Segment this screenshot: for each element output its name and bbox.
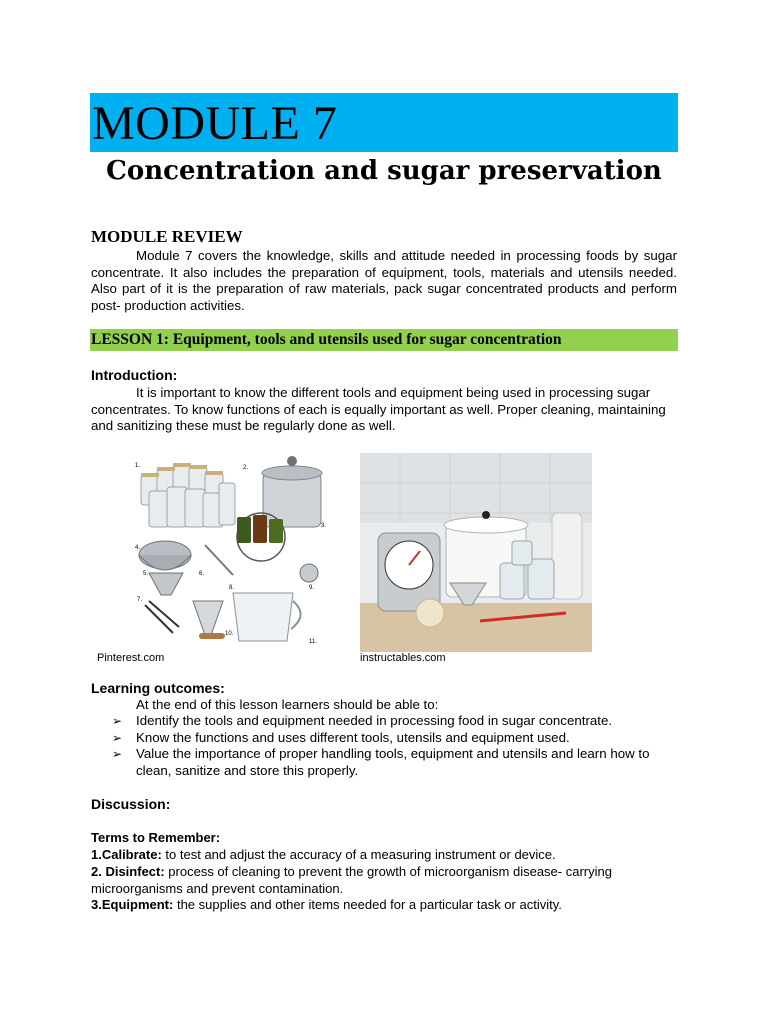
terms-heading: Terms to Remember: <box>91 830 221 845</box>
discussion-heading: Discussion: <box>91 796 171 812</box>
learning-outcomes-intro: At the end of this lesson learners should be able to: <box>136 697 439 712</box>
image-label-9: 9. <box>309 585 315 591</box>
image-label-5: 5. <box>143 571 149 577</box>
introduction-heading: Introduction: <box>91 367 178 383</box>
arrow-bullet-icon: ➢ <box>112 714 123 728</box>
module-review-heading: MODULE REVIEW <box>91 227 243 246</box>
module-subtitle: Concentration and sugar preservation <box>106 156 662 186</box>
lesson-title: LESSON 1: Equipment, tools and utensils used for sugar concentration <box>91 331 562 348</box>
left-image-caption: Pinterest.com <box>97 652 165 664</box>
image-label-7: 7. <box>137 597 143 603</box>
outcome-item: ➢ Identify the tools and equipment needed in processing food in sugar concentrate. <box>112 713 613 728</box>
image-label-10: 10. <box>225 631 234 637</box>
image-label-1: 1. <box>135 463 141 469</box>
learning-outcomes-list <box>112 713 672 779</box>
image-label-4: 4. <box>135 545 141 551</box>
arrow-bullet-icon: ➢ <box>112 730 123 745</box>
arrow-bullet-icon: ➢ <box>112 747 123 761</box>
term-equipment: 3.Equipment: the supplies and other items needed for a particular task or activity. <box>91 897 562 912</box>
image-label-8: 8. <box>229 585 235 591</box>
kitchen-tools-photo <box>360 453 592 652</box>
module-review-text: Module 7 covers the knowledge, skills and attitude needed in processing foods by sugar concentrate. It also includes the preparation of equipment, tools, materials and utensils needed. Also part of it is the preparation of raw materials, pack sugar concentrated products and perform post- production activities. <box>91 248 677 313</box>
term-calibrate: 1.Calibrate: to test and adjust the accuracy of a measuring instrument or device. <box>91 847 556 862</box>
canning-equipment-image <box>133 455 333 650</box>
image-label-2: 2. <box>243 465 249 471</box>
introduction-text: It is important to know the different tools and equipment being used in processing sugar concentrates. To know functions of each is equally important as well. Proper cleaning, maintaining and sanitizing these must be regularly done as well. <box>91 385 666 433</box>
image-label-3: 3. <box>321 523 327 529</box>
outcome-item: ➢ Know the functions and uses different tools, utensils and equipment used. <box>112 729 570 745</box>
module-title: MODULE 7 <box>92 97 338 150</box>
term-disinfect: 2. Disinfect: process of cleaning to prevent the growth of microorganism disease- carrying microorganisms and prevent contamination. <box>91 864 612 896</box>
learning-outcomes-heading: Learning outcomes: <box>91 680 225 696</box>
image-label-6: 6. <box>199 571 205 577</box>
right-image-caption: instructables.com <box>360 652 446 664</box>
image-label-11: 11. <box>309 639 317 645</box>
outcome-item: ➢ Value the importance of proper handling tools, equipment and utensils and learn how to clean, sanitize and store this properly. <box>112 746 650 778</box>
